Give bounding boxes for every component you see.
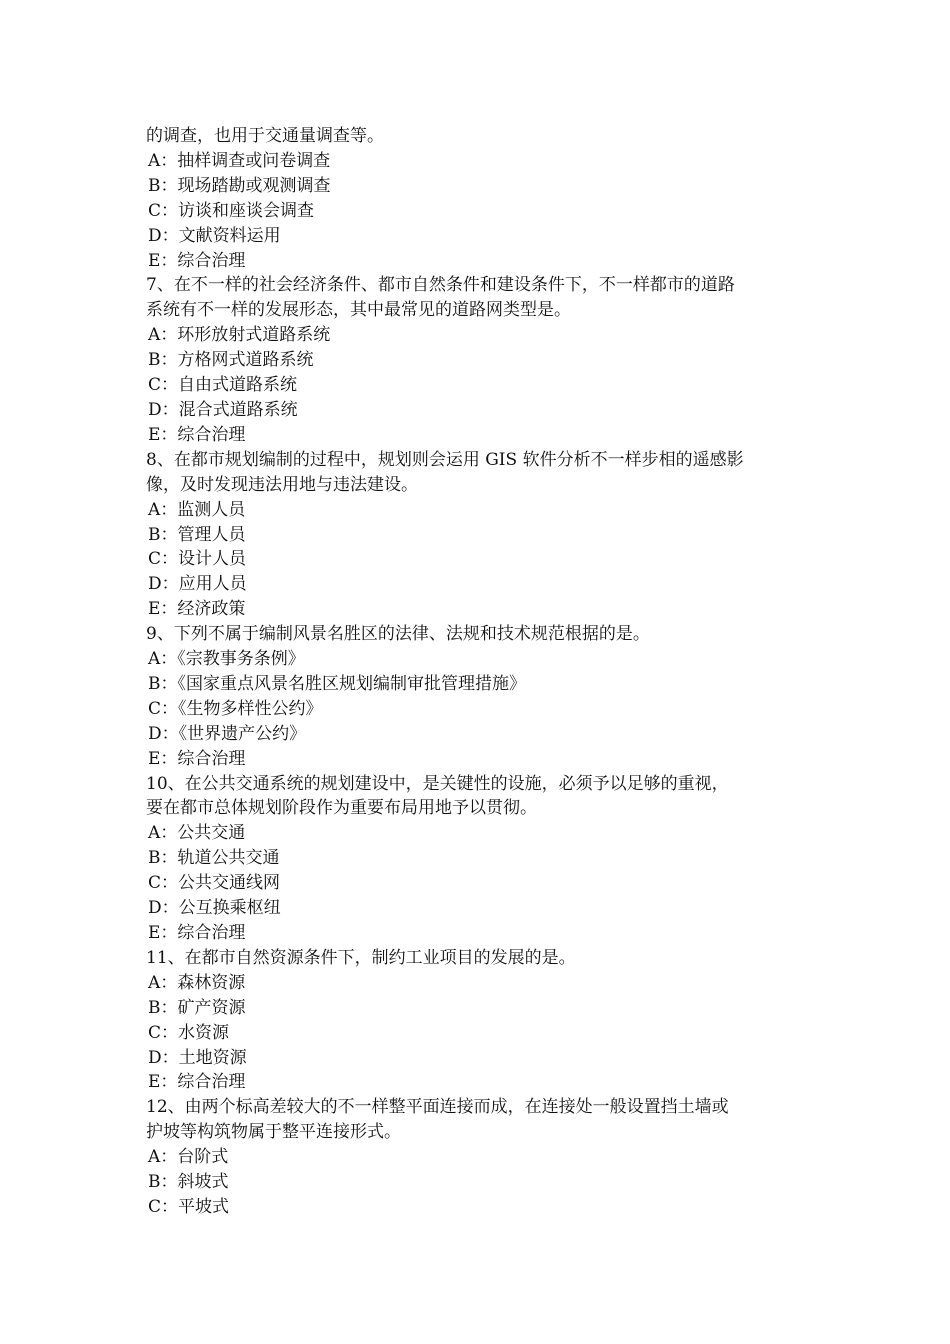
question-text-line: 护坡等构筑物属于整平连接形式。	[146, 1122, 401, 1143]
question-9	[146, 622, 814, 771]
option-d: D：《世界遗产公约》	[148, 723, 307, 744]
continuation-options	[146, 149, 814, 274]
option-e: E：综合治理	[148, 1072, 246, 1093]
question-text-line: 8、在都市规划编制的过程中，规划则会运用 GIS 软件分析不一样步相的遥感影	[146, 449, 744, 470]
option-e: E：综合治理	[148, 250, 246, 271]
option-e: E：综合治理	[148, 748, 246, 769]
question-12	[146, 1095, 814, 1220]
option-d: D：混合式道路系统	[148, 399, 298, 420]
option-a: A：森林资源	[148, 972, 246, 993]
option-e: E：经济政策	[148, 599, 246, 620]
option-a: A：《宗教事务条例》	[148, 649, 305, 670]
question-10	[146, 772, 814, 946]
option-d: D：土地资源	[148, 1047, 247, 1068]
question-text-line: 系统有不一样的发展形态，其中最常见的道路网类型是。	[146, 300, 571, 321]
option-b: B：方格网式道路系统	[148, 350, 314, 371]
option-a: A：公共交通	[148, 823, 246, 844]
question-text-line: 像，及时发现违法用地与违法建设。	[146, 474, 418, 495]
question-text-line: 7、在不一样的社会经济条件、都市自然条件和建设条件下，不一样都市的道路	[146, 275, 735, 296]
option-b: B：斜坡式	[148, 1172, 229, 1193]
option-a: A：环形放射式道路系统	[148, 325, 331, 346]
question-continuation: 的调查，也用于交通量调查等。	[146, 126, 384, 146]
option-c: C：自由式道路系统	[148, 375, 298, 396]
question-8	[146, 448, 814, 622]
option-b: B：矿产资源	[148, 997, 246, 1018]
option-a: A：抽样调查或问卷调查	[148, 150, 331, 171]
question-7	[146, 273, 814, 447]
option-d: D：公互换乘枢纽	[148, 898, 281, 919]
option-c: C：《生物多样性公约》	[148, 698, 323, 719]
option-d: D：应用人员	[148, 574, 247, 595]
option-e: E：综合治理	[148, 923, 246, 943]
option-c: C：平坡式	[148, 1196, 230, 1217]
option-d: D：文献资料运用	[148, 225, 281, 246]
question-text-line: 9、下列不属于编制风景名胜区的法律、法规和技术规范根据的是。	[146, 624, 650, 645]
option-c: C：水资源	[148, 1022, 230, 1043]
option-e: E：综合治理	[148, 424, 246, 445]
option-c: C：设计人员	[148, 549, 247, 570]
option-b: B：现场踏勘或观测调查	[148, 175, 331, 196]
option-b: B：轨道公共交通	[148, 848, 280, 869]
question-text-line: 要在都市总体规划阶段作为重要布局用地予以贯彻。	[146, 798, 537, 819]
question-text-line: 12、由两个标高差较大的不一样整平面连接而成，在连接处一般设置挡土墙或	[146, 1097, 729, 1118]
option-b: B：《国家重点风景名胜区规划编制审批管理措施》	[148, 673, 526, 694]
option-a: A：监测人员	[148, 499, 246, 520]
option-a: A：台阶式	[148, 1147, 229, 1168]
question-11	[146, 946, 814, 1095]
question-text-line: 10、在公共交通系统的规划建设中，是关键性的设施，必须予以足够的重视，	[146, 773, 729, 794]
option-c: C：公共交通线网	[148, 873, 281, 894]
option-c: C：访谈和座谈会调查	[148, 200, 315, 221]
document-body	[146, 124, 814, 1220]
question-text-line: 11、在都市自然资源条件下，制约工业项目的发展的是。	[146, 947, 576, 968]
option-b: B：管理人员	[148, 524, 246, 545]
